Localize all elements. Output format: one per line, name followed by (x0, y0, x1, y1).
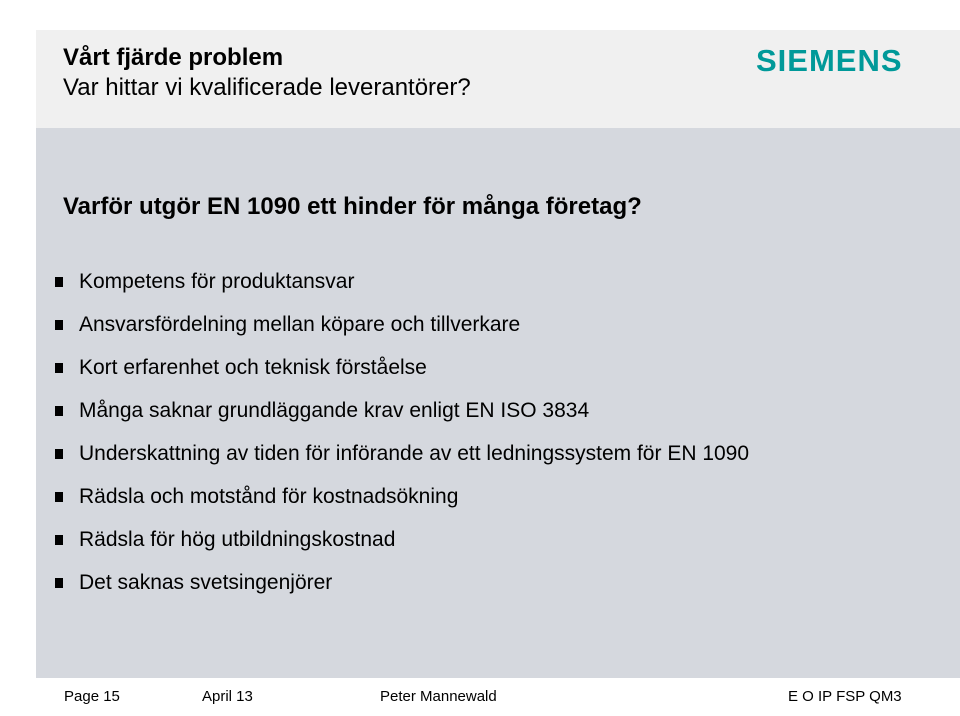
footer-author: Peter Mannewald (380, 688, 497, 705)
slide-footer (0, 678, 960, 716)
bullet-text: Kompetens för produktansvar (79, 270, 355, 293)
bullet-text: Underskattning av tiden för införande av ett ledningssystem för EN 1090 (79, 442, 750, 465)
slide-subtitle: Var hittar vi kvalificerade leverantörer? (63, 74, 471, 101)
square-bullet-icon (55, 449, 63, 459)
bullet-text: Ansvarsfördelning mellan köpare och tillverkare (79, 313, 521, 336)
square-bullet-icon (55, 363, 63, 373)
siemens-logo: SIEMENS (756, 43, 903, 78)
square-bullet-icon (55, 277, 63, 287)
square-bullet-icon (55, 406, 63, 416)
footer-date: April 13 (202, 688, 253, 705)
bullet-text: Kort erfarenhet och teknisk förståelse (79, 356, 427, 379)
bullet-text: Rädsla och motstånd för kostnadsökning (79, 485, 459, 508)
slide-title: Vårt fjärde problem (63, 44, 284, 71)
square-bullet-icon (55, 492, 63, 502)
bullet-text: Det saknas svetsingenjörer (79, 571, 333, 594)
square-bullet-icon (55, 320, 63, 330)
square-bullet-icon (55, 578, 63, 588)
footer-page-number: Page 15 (64, 688, 120, 705)
content-heading: Varför utgör EN 1090 ett hinder för många företag? (63, 193, 642, 220)
footer-department-code: E O IP FSP QM3 (788, 688, 902, 705)
bullet-text: Många saknar grundläggande krav enligt EN ISO 3834 (79, 399, 590, 422)
square-bullet-icon (55, 535, 63, 545)
bullet-text: Rädsla för hög utbildningskostnad (79, 528, 396, 551)
